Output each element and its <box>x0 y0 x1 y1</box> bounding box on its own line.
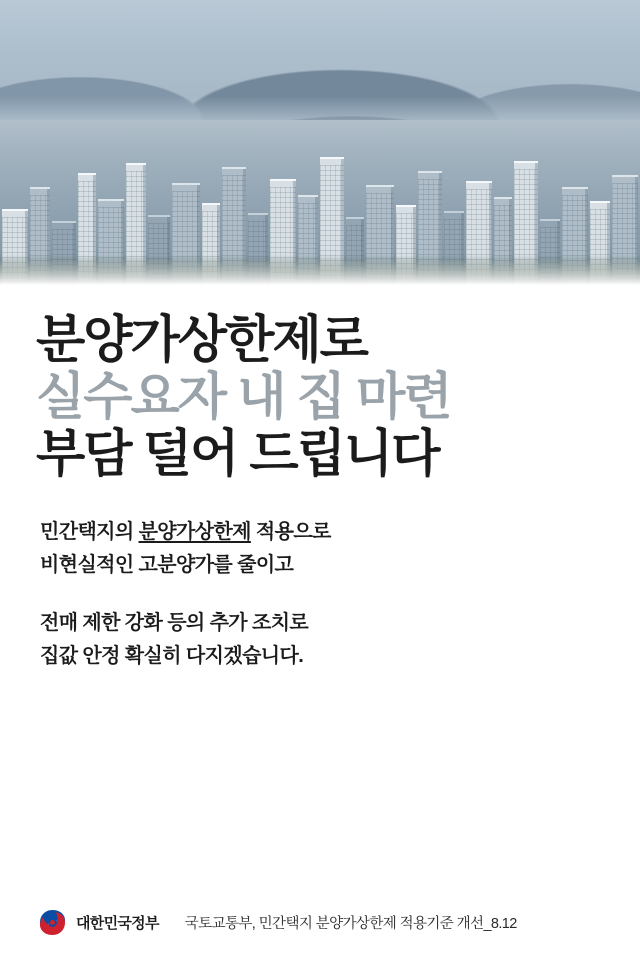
footer-source-note: 국토교통부, 민간택지 분양가상한제 적용기준 개선_8.12 <box>184 915 517 932</box>
footer <box>0 884 640 960</box>
body-paragraph-2 <box>40 607 640 672</box>
body-text-4: 집값 안정 확실히 다지겠습니다. <box>40 644 304 667</box>
body-text-underlined: 분양가상한제 <box>138 521 251 544</box>
headline-line-3: 부담 덜어 드립니다 <box>36 425 439 483</box>
government-name-label: 대한민국정부 <box>76 914 159 932</box>
headline-line-1: 분양가상한제로 <box>36 311 367 368</box>
body-paragraph-1 <box>40 516 640 581</box>
hero-city-skyline-image <box>0 0 640 285</box>
body-copy <box>40 516 640 672</box>
headline <box>36 311 640 482</box>
image-bottom-fade <box>0 259 640 285</box>
government-mark <box>36 906 159 939</box>
headline-line-2: 실수요자 내 집 마련 <box>36 368 451 426</box>
body-text-2: 비현실적인 고분양가를 줄이고 <box>40 553 294 576</box>
body-text-3: 전매 제한 강화 등의 추가 조치로 <box>40 612 309 635</box>
taegeuk-emblem-icon <box>36 906 69 939</box>
body-text-1b: 적용으로 <box>250 521 331 544</box>
body-text-1a: 민간택지의 <box>40 521 139 544</box>
